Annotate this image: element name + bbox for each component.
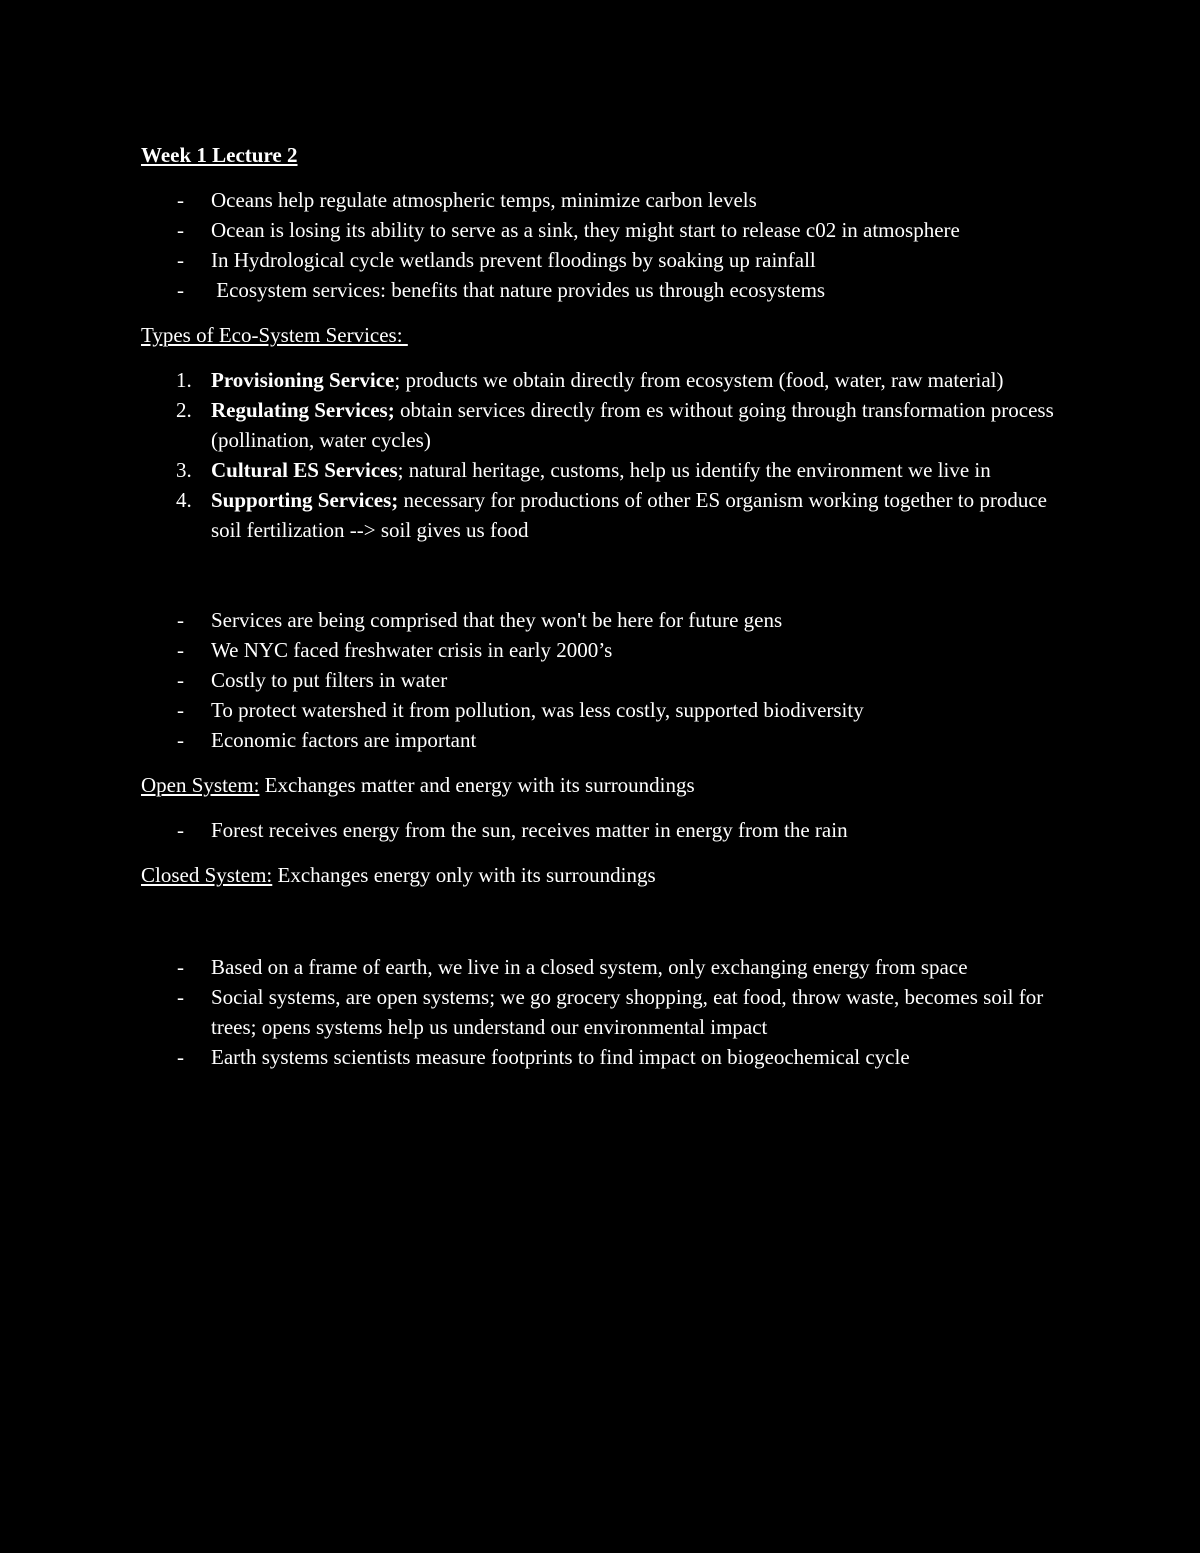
bullet-item: - Costly to put filters in water xyxy=(141,665,1061,695)
service-description: ; natural heritage, customs, help us identify the environment we live in xyxy=(397,458,991,482)
service-term: Provisioning Service xyxy=(211,368,395,392)
bullet-item: - Earth systems scientists measure footprints to find impact on biogeochemical cycle xyxy=(141,1042,1061,1072)
list-number: 4. xyxy=(176,488,192,512)
open-system-text: Exchanges matter and energy with its surroundings xyxy=(259,773,695,797)
numbered-item xyxy=(141,395,1061,455)
bullet-item: - Forest receives energy from the sun, receives matter in energy from the rain xyxy=(141,815,1061,845)
open-system-label: Open System: xyxy=(141,773,260,797)
document-title: Week 1 Lecture 2 xyxy=(141,143,298,167)
bullet-item: - Oceans help regulate atmospheric temps, minimize carbon levels xyxy=(141,185,1061,215)
closed-system-label: Closed System: xyxy=(141,863,273,887)
services-bullet-list xyxy=(141,605,1061,755)
types-numbered-list xyxy=(141,365,1061,545)
list-number: 1. xyxy=(176,368,192,392)
document-page xyxy=(141,140,1061,1072)
open-system-bullet-list xyxy=(141,815,1061,845)
bullet-item: - Social systems, are open systems; we go grocery shopping, eat food, throw waste, becomes soil for trees; opens systems help us understand our environmental impact xyxy=(141,982,1061,1042)
list-number: 2. xyxy=(176,398,192,422)
service-term: Supporting Services; xyxy=(211,488,399,512)
service-description: necessary for productions of other ES organism working together to produce soil fertilization --> soil gives us food xyxy=(211,488,1047,542)
bullet-item: - In Hydrological cycle wetlands prevent floodings by soaking up rainfall xyxy=(141,245,1061,275)
closed-system-bullet-list xyxy=(141,952,1061,1072)
bullet-item: - Ecosystem services: benefits that nature provides us through ecosystems xyxy=(141,275,1061,305)
bullet-item: - To protect watershed it from pollution, was less costly, supported biodiversity xyxy=(141,695,1061,725)
open-system-definition xyxy=(141,770,1061,800)
numbered-item xyxy=(141,485,1061,545)
bullet-item: - Based on a frame of earth, we live in a closed system, only exchanging energy from space xyxy=(141,952,1061,982)
intro-bullet-list xyxy=(141,185,1061,305)
service-description: obtain services directly from es without going through transformation process (pollination, water cycles) xyxy=(211,398,1054,452)
closed-system-text: Exchanges energy only with its surroundings xyxy=(272,863,656,887)
list-number: 3. xyxy=(176,458,192,482)
bullet-item: - Services are being comprised that they won't be here for future gens xyxy=(141,605,1061,635)
bullet-item: - Economic factors are important xyxy=(141,725,1061,755)
types-heading: Types of Eco-System Services: xyxy=(141,323,408,347)
closed-system-definition xyxy=(141,860,1061,890)
service-description: ; products we obtain directly from ecosystem (food, water, raw material) xyxy=(394,368,1004,392)
numbered-item xyxy=(141,455,1061,485)
bullet-item: - We NYC faced freshwater crisis in early 2000’s xyxy=(141,635,1061,665)
bullet-item: - Ocean is losing its ability to serve as a sink, they might start to release c02 in atmosphere xyxy=(141,215,1061,245)
service-term: Regulating Services; xyxy=(211,398,395,422)
service-term: Cultural ES Services xyxy=(211,458,398,482)
numbered-item xyxy=(141,365,1061,395)
